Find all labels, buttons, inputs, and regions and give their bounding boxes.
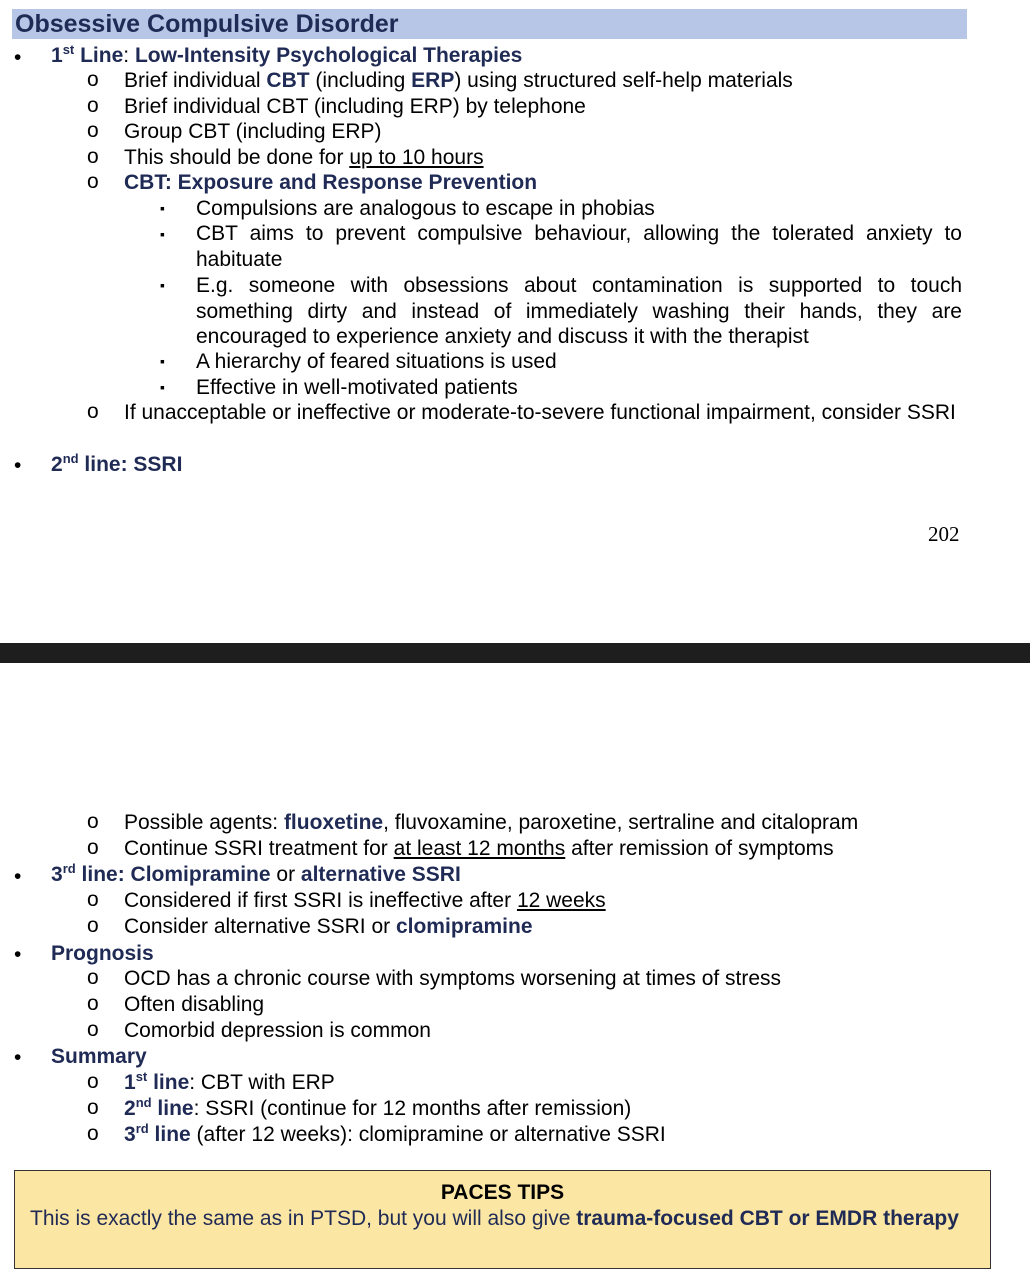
list-item: 2nd line: SSRI (continue for 12 months after remission) <box>124 1095 632 1120</box>
bullet-glyph: o <box>87 145 99 168</box>
bullet-glyph: o <box>87 1018 99 1041</box>
bullet-glyph: o <box>87 119 99 142</box>
bullet-glyph: ▪ <box>160 226 165 242</box>
summary-heading: Summary <box>51 1045 147 1068</box>
bullet-glyph: • <box>14 865 22 888</box>
list-item: Group CBT (including ERP) <box>124 120 382 143</box>
list-item: OCD has a chronic course with symptoms worsening at times of stress <box>124 967 782 990</box>
bullet-glyph: ▪ <box>160 379 165 395</box>
list-item: Often disabling <box>124 993 265 1016</box>
second-line-heading: 2nd line: SSRI <box>51 451 183 476</box>
bullet-glyph: o <box>87 992 99 1015</box>
bullet-glyph: • <box>14 943 22 966</box>
page-title: Obsessive Compulsive Disorder <box>12 9 967 39</box>
list-item: Possible agents: fluoxetine, fluvoxamine, paroxetine, sertraline and citalopram <box>124 811 859 834</box>
list-item: 3rd line (after 12 weeks): clomipramine or alternative SSRI <box>124 1121 666 1146</box>
page-divider <box>0 643 1030 663</box>
list-item: Considered if first SSRI is ineffective after 12 weeks <box>124 889 606 912</box>
first-line-heading: 1st Line: Low-Intensity Psychological Therapies <box>51 42 523 67</box>
bullet-glyph: ▪ <box>160 277 165 293</box>
bullet-glyph: o <box>87 914 99 937</box>
third-line-heading: 3rd line: Clomipramine or alternative SSRI <box>51 861 461 886</box>
list-item: Comorbid depression is common <box>124 1019 431 1042</box>
bullet-glyph: o <box>87 1122 99 1145</box>
list-item: Brief individual CBT (including ERP) by telephone <box>124 95 586 118</box>
paces-tips-title: PACES TIPS <box>440 1181 565 1204</box>
list-item: A hierarchy of feared situations is used <box>196 350 557 373</box>
bullet-glyph: • <box>14 454 22 477</box>
bullet-glyph: o <box>87 836 99 859</box>
list-item: 1st line: CBT with ERP <box>124 1069 335 1094</box>
list-item: This should be done for up to 10 hours <box>124 146 484 169</box>
bullet-glyph: o <box>87 810 99 833</box>
list-item: Continue SSRI treatment for at least 12 months after remission of symptoms <box>124 837 834 860</box>
prognosis-heading: Prognosis <box>51 942 154 965</box>
bullet-glyph: o <box>87 94 99 117</box>
list-item: Compulsions are analogous to escape in phobias <box>196 197 655 220</box>
bullet-glyph: o <box>87 1096 99 1119</box>
page-number: 202 <box>928 522 960 546</box>
bullet-glyph: o <box>87 888 99 911</box>
bullet-glyph: • <box>14 1046 22 1069</box>
paces-tips-box <box>14 1170 991 1269</box>
erp-heading: CBT: Exposure and Response Prevention <box>124 171 538 194</box>
bullet-glyph: o <box>87 170 99 193</box>
bullet-glyph: ▪ <box>160 200 165 216</box>
bullet-glyph: o <box>87 966 99 989</box>
list-item: CBT aims to prevent compulsive behaviour, allowing the tolerated anxiety to habituate <box>196 222 962 271</box>
bullet-glyph: o <box>87 400 99 423</box>
bullet-glyph: • <box>14 46 22 69</box>
list-item: Brief individual CBT (including ERP) using structured self-help materials <box>124 69 793 92</box>
list-item: If unacceptable or ineffective or moderate-to-severe functional impairment, consider SSRI <box>124 401 956 424</box>
bullet-glyph: o <box>87 68 99 91</box>
list-item: Consider alternative SSRI or clomipramine <box>124 915 533 938</box>
list-item: E.g. someone with obsessions about contamination is supported to touch something dirty and instead of immediately washing their hands, they are encouraged to experience anxiety and discuss it with the therapist <box>196 274 962 348</box>
list-item: Effective in well-motivated patients <box>196 376 518 399</box>
bullet-glyph: ▪ <box>160 353 165 369</box>
bullet-glyph: o <box>87 1070 99 1093</box>
paces-tips-text: This is exactly the same as in PTSD, but you will also give trauma-focused CBT or EMDR therapy <box>30 1207 959 1230</box>
